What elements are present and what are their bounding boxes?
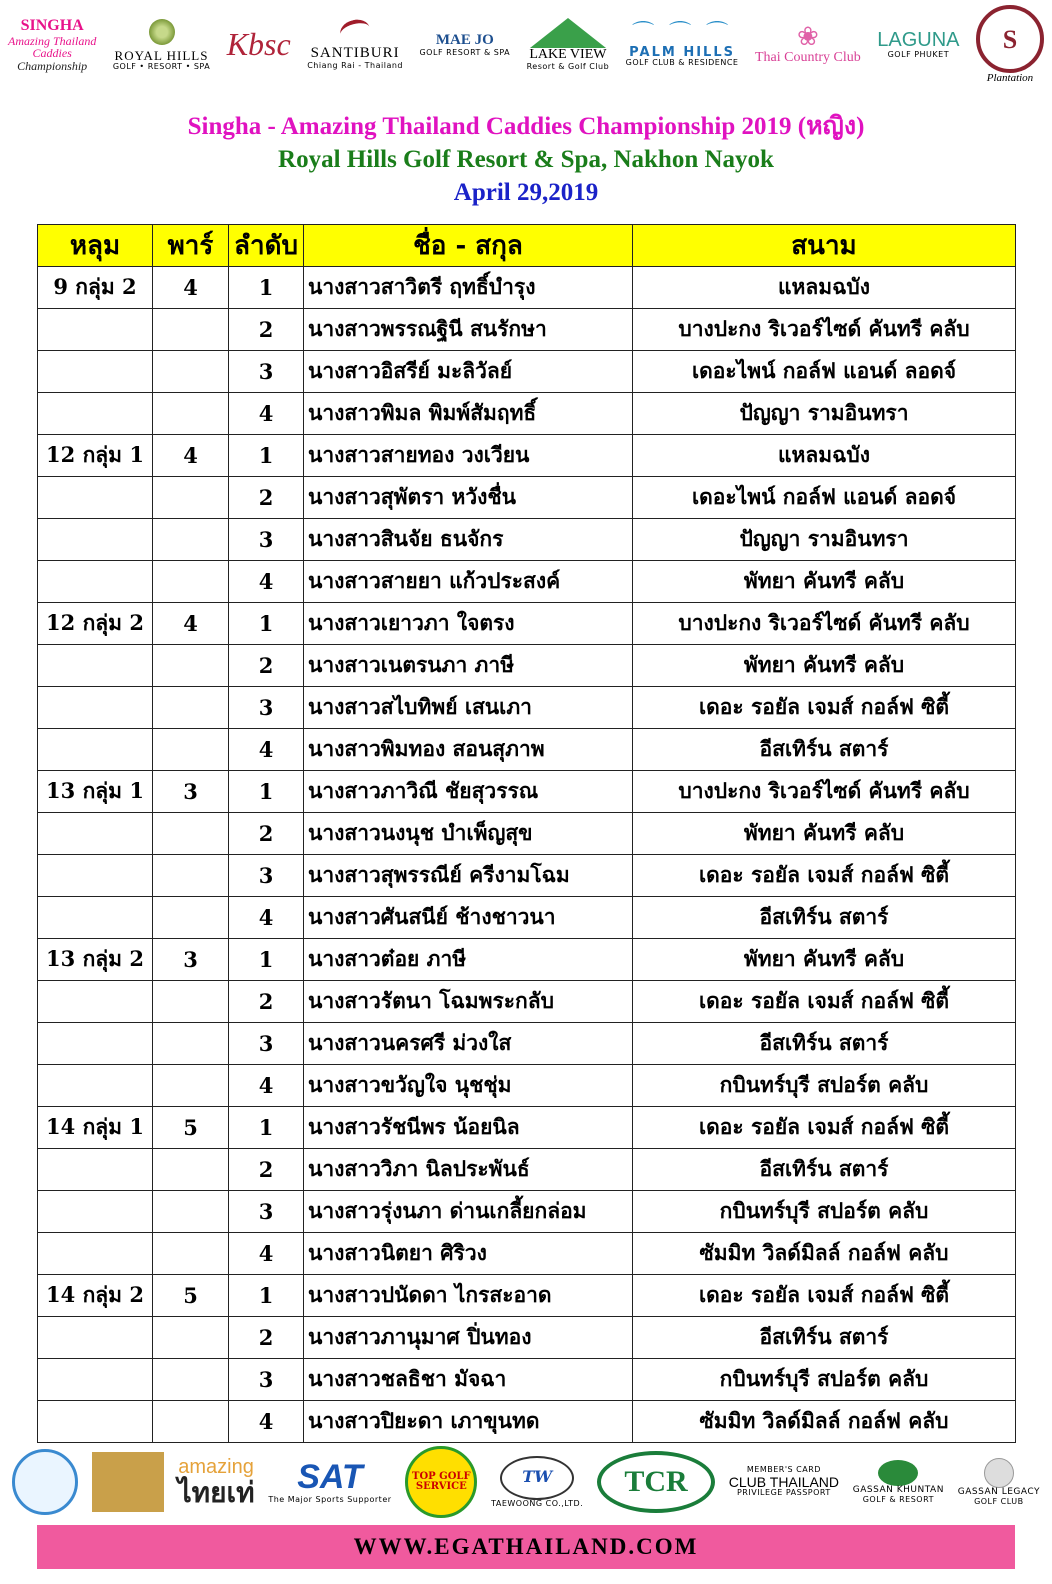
cell-par bbox=[153, 1023, 229, 1065]
cell-hole bbox=[38, 351, 153, 393]
cell-par bbox=[153, 1359, 229, 1401]
birds-icon: ⌒ ⌒ ⌒ bbox=[632, 21, 733, 47]
table-row bbox=[38, 1191, 1016, 1233]
cell-rank: 4 bbox=[229, 1233, 304, 1275]
cell-name: นางสาวพิมล พิมพ์สัมฤทธิ์ bbox=[304, 393, 633, 435]
cell-rank: 1 bbox=[229, 1107, 304, 1149]
santiburi-logo: SANTIBURI Chiang Rai - Thailand bbox=[307, 20, 403, 70]
header-name: ชื่อ - สกุล bbox=[304, 225, 633, 267]
cell-rank: 4 bbox=[229, 897, 304, 939]
footer-banner bbox=[37, 1525, 1015, 1569]
cell-hole bbox=[38, 1023, 153, 1065]
table-row bbox=[38, 981, 1016, 1023]
cell-par bbox=[153, 351, 229, 393]
cell-name: นางสาวศันสนีย์ ช้างชาวนา bbox=[304, 897, 633, 939]
cell-rank: 2 bbox=[229, 477, 304, 519]
cell-hole: 13 กลุ่ม 1 bbox=[38, 771, 153, 813]
cell-name: นางสาวสไบทิพย์ เสนเภา bbox=[304, 687, 633, 729]
cell-course: อีสเทิร์น สตาร์ bbox=[633, 1149, 1016, 1191]
cell-course: ซัมมิท วิลด์มิลล์ กอล์ฟ คลับ bbox=[633, 1233, 1016, 1275]
table-row bbox=[38, 1401, 1016, 1443]
cell-name: นางสาวชลธิชา มัจฉา bbox=[304, 1359, 633, 1401]
cell-hole bbox=[38, 855, 153, 897]
cell-name: นางสาวรุ่งนภา ด่านเกลี้ยกล่อม bbox=[304, 1191, 633, 1233]
cell-par bbox=[153, 687, 229, 729]
cell-hole bbox=[38, 393, 153, 435]
cell-par: 3 bbox=[153, 939, 229, 981]
amazing-thai-logo: amazing ไทยเท่ bbox=[177, 1455, 255, 1509]
table-body bbox=[38, 267, 1016, 1443]
table-row bbox=[38, 477, 1016, 519]
golf-caddie-association-logo bbox=[12, 1449, 78, 1515]
table-row bbox=[38, 603, 1016, 645]
cell-par bbox=[153, 519, 229, 561]
cell-rank: 3 bbox=[229, 351, 304, 393]
cell-par bbox=[153, 1401, 229, 1443]
cell-hole bbox=[38, 897, 153, 939]
table-row bbox=[38, 897, 1016, 939]
cell-rank: 2 bbox=[229, 309, 304, 351]
club-thailand-logo: MEMBER'S CARD CLUB THAILAND PRIVILEGE PASSPORT bbox=[728, 1465, 839, 1498]
cell-name: นางสาวพรรณฐินี สนรักษา bbox=[304, 309, 633, 351]
cell-rank: 4 bbox=[229, 393, 304, 435]
cell-rank: 3 bbox=[229, 519, 304, 561]
caddie-association-emblem-icon bbox=[12, 1449, 78, 1515]
cell-rank: 2 bbox=[229, 981, 304, 1023]
cell-hole: 13 กลุ่ม 2 bbox=[38, 939, 153, 981]
thai-country-club-logo: ❀ Thai Country Club bbox=[754, 22, 861, 66]
table-row bbox=[38, 519, 1016, 561]
cell-name: นางสาวขวัญใจ นุชชุ่ม bbox=[304, 1065, 633, 1107]
caddie-results-table bbox=[37, 224, 1016, 1443]
table-row bbox=[38, 1107, 1016, 1149]
cell-name: นางสาวนิตยา ศิริวง bbox=[304, 1233, 633, 1275]
cell-par: 4 bbox=[153, 435, 229, 477]
cell-hole bbox=[38, 1191, 153, 1233]
cell-par bbox=[153, 1233, 229, 1275]
cell-course: บางปะกง ริเวอร์ไซด์ คันทรี คลับ bbox=[633, 309, 1016, 351]
cell-course: แหลมฉบัง bbox=[633, 267, 1016, 309]
gassan-legacy-logo: GASSAN LEGACY GOLF CLUB bbox=[958, 1458, 1040, 1506]
table-row bbox=[38, 267, 1016, 309]
cell-par bbox=[153, 1191, 229, 1233]
table-row bbox=[38, 309, 1016, 351]
cell-par bbox=[153, 897, 229, 939]
kbsc-logo: Kbsc bbox=[226, 26, 291, 63]
cell-rank: 4 bbox=[229, 1401, 304, 1443]
palm-hills-logo: ⌒ ⌒ ⌒ PALM HILLS GOLF CLUB & RESIDENCE bbox=[625, 21, 739, 68]
cell-name: นางสาวรัตนา โฉมพระกลับ bbox=[304, 981, 633, 1023]
cell-name: นางสาวรัชนีพร น้อยนิล bbox=[304, 1107, 633, 1149]
table-row bbox=[38, 435, 1016, 477]
cell-par bbox=[153, 1065, 229, 1107]
cell-rank: 1 bbox=[229, 603, 304, 645]
cell-name: นางสาวปิยะดา เภาขุนทด bbox=[304, 1401, 633, 1443]
cell-name: นางสาวสายทอง วงเวียน bbox=[304, 435, 633, 477]
cell-rank: 1 bbox=[229, 1275, 304, 1317]
singha-lion-emblem-icon bbox=[92, 1452, 164, 1512]
table-row bbox=[38, 1317, 1016, 1359]
cell-name: นางสาวอิสรีย์ มะลิวัลย์ bbox=[304, 351, 633, 393]
cell-hole bbox=[38, 1149, 153, 1191]
cell-course: พัทยา คันทรี คลับ bbox=[633, 939, 1016, 981]
cell-name: นางสาวสุพัตรา หวังชื่น bbox=[304, 477, 633, 519]
gassan-khuntan-logo: GASSAN KHUNTAN GOLF & RESORT bbox=[853, 1460, 944, 1504]
bottom-sponsor-logos bbox=[8, 1442, 1044, 1522]
cell-hole: 12 กลุ่ม 1 bbox=[38, 435, 153, 477]
cell-par: 5 bbox=[153, 1107, 229, 1149]
table-row bbox=[38, 1359, 1016, 1401]
maejo-logo: MAE JO GOLF RESORT & SPA bbox=[419, 31, 511, 57]
cell-par: 4 bbox=[153, 603, 229, 645]
cell-course: พัทยา คันทรี คลับ bbox=[633, 813, 1016, 855]
lake-view-logo: LAKE VIEW Resort & Golf Club bbox=[527, 18, 610, 71]
table-row bbox=[38, 351, 1016, 393]
cell-name: นางสาวภาวิณี ชัยสุวรรณ bbox=[304, 771, 633, 813]
cell-hole bbox=[38, 1233, 153, 1275]
cell-hole bbox=[38, 1401, 153, 1443]
cell-par: 3 bbox=[153, 771, 229, 813]
venue-title: Royal Hills Golf Resort & Spa, Nakhon Nayok bbox=[278, 146, 774, 173]
cell-rank: 2 bbox=[229, 813, 304, 855]
cell-par bbox=[153, 1149, 229, 1191]
cell-name: นางสาวสายยา แก้วประสงค์ bbox=[304, 561, 633, 603]
cell-course: บางปะกง ริเวอร์ไซด์ คันทรี คลับ bbox=[633, 771, 1016, 813]
cell-course: ปัญญา รามอินทรา bbox=[633, 393, 1016, 435]
cell-rank: 1 bbox=[229, 939, 304, 981]
cell-hole: 12 กลุ่ม 2 bbox=[38, 603, 153, 645]
cell-course: อีสเทิร์น สตาร์ bbox=[633, 1023, 1016, 1065]
cell-course: อีสเทิร์น สตาร์ bbox=[633, 897, 1016, 939]
cell-name: นางสาวเยาวภา ใจตรง bbox=[304, 603, 633, 645]
cell-rank: 2 bbox=[229, 1317, 304, 1359]
cell-rank: 2 bbox=[229, 645, 304, 687]
cell-par bbox=[153, 477, 229, 519]
cell-rank: 3 bbox=[229, 1023, 304, 1065]
table-row bbox=[38, 939, 1016, 981]
tcr-logo: TCR bbox=[597, 1451, 715, 1513]
cell-course: เดอะไพน์ กอล์ฟ แอนด์ ลอดจ์ bbox=[633, 351, 1016, 393]
header-rank: ลำดับ bbox=[229, 225, 304, 267]
table-row bbox=[38, 393, 1016, 435]
table-row bbox=[38, 1275, 1016, 1317]
table-row bbox=[38, 1065, 1016, 1107]
cell-course: พัทยา คันทรี คลับ bbox=[633, 561, 1016, 603]
cell-name: นางสาวต๋อย ภาษี bbox=[304, 939, 633, 981]
cell-rank: 3 bbox=[229, 687, 304, 729]
cell-par bbox=[153, 729, 229, 771]
table-row bbox=[38, 645, 1016, 687]
table-row bbox=[38, 771, 1016, 813]
cell-par bbox=[153, 393, 229, 435]
royal-hills-logo: ROYAL HILLS GOLF • RESORT • SPA bbox=[113, 19, 210, 71]
cell-course: แหลมฉบัง bbox=[633, 435, 1016, 477]
cell-name: นางสาวสาวิตรี ฤทธิ์บำรุง bbox=[304, 267, 633, 309]
cell-course: เดอะ รอยัล เจมส์ กอล์ฟ ซิตี้ bbox=[633, 855, 1016, 897]
cell-hole: 14 กลุ่ม 1 bbox=[38, 1107, 153, 1149]
cell-par bbox=[153, 855, 229, 897]
header-course: สนาม bbox=[633, 225, 1016, 267]
cell-hole: 9 กลุ่ม 2 bbox=[38, 267, 153, 309]
table-row bbox=[38, 855, 1016, 897]
cell-course: ซัมมิท วิลด์มิลล์ กอล์ฟ คลับ bbox=[633, 1401, 1016, 1443]
cell-rank: 1 bbox=[229, 267, 304, 309]
cell-rank: 3 bbox=[229, 855, 304, 897]
golf-ball-icon bbox=[984, 1458, 1014, 1488]
cell-rank: 3 bbox=[229, 1191, 304, 1233]
cell-hole bbox=[38, 687, 153, 729]
cell-hole bbox=[38, 981, 153, 1023]
cell-course: เดอะ รอยัล เจมส์ กอล์ฟ ซิตี้ bbox=[633, 981, 1016, 1023]
cell-course: เดอะไพน์ กอล์ฟ แอนด์ ลอดจ์ bbox=[633, 477, 1016, 519]
cell-course: กบินทร์บุรี สปอร์ต คลับ bbox=[633, 1191, 1016, 1233]
mountain-icon bbox=[530, 18, 606, 48]
cell-hole bbox=[38, 729, 153, 771]
sat-logo: SAT The Major Sports Supporter bbox=[268, 1457, 392, 1504]
royal-hills-emblem-icon bbox=[149, 19, 175, 45]
date-title: April 29,2019 bbox=[453, 179, 599, 206]
cell-par bbox=[153, 309, 229, 351]
table-row bbox=[38, 1023, 1016, 1065]
cell-hole bbox=[38, 1065, 153, 1107]
siam-seal-icon: S bbox=[976, 5, 1044, 73]
cell-hole bbox=[38, 309, 153, 351]
cell-hole: 14 กลุ่ม 2 bbox=[38, 1275, 153, 1317]
cell-hole bbox=[38, 645, 153, 687]
cell-par bbox=[153, 561, 229, 603]
table-row bbox=[38, 813, 1016, 855]
top-sponsor-logos bbox=[8, 0, 1044, 90]
cell-par bbox=[153, 645, 229, 687]
cell-course: เดอะ รอยัล เจมส์ กอล์ฟ ซิตี้ bbox=[633, 687, 1016, 729]
cell-name: นางสาวเนตรนภา ภาษี bbox=[304, 645, 633, 687]
lotus-icon: ❀ bbox=[796, 22, 819, 52]
cell-hole bbox=[38, 519, 153, 561]
table-row bbox=[38, 687, 1016, 729]
cell-course: อีสเทิร์น สตาร์ bbox=[633, 1317, 1016, 1359]
cell-rank: 4 bbox=[229, 729, 304, 771]
cell-name: นางสาวปนัดดา ไกรสะอาด bbox=[304, 1275, 633, 1317]
cell-hole bbox=[38, 1359, 153, 1401]
cell-hole bbox=[38, 813, 153, 855]
cell-rank: 1 bbox=[229, 435, 304, 477]
cell-name: นางสาวพิมทอง สอนสุภาพ bbox=[304, 729, 633, 771]
cell-course: ปัญญา รามอินทรา bbox=[633, 519, 1016, 561]
cell-name: นางสาวนครศรี ม่วงใส bbox=[304, 1023, 633, 1065]
table-header-row bbox=[38, 225, 1016, 267]
cell-name: นางสาวสุพรรณีย์ ครีงามโฉม bbox=[304, 855, 633, 897]
cell-par bbox=[153, 981, 229, 1023]
cell-hole bbox=[38, 561, 153, 603]
cell-course: เดอะ รอยัล เจมส์ กอล์ฟ ซิตี้ bbox=[633, 1275, 1016, 1317]
footer-website-link[interactable]: WWW.EGATHAILAND.COM bbox=[353, 1534, 699, 1559]
singha-corporation-logo bbox=[92, 1452, 164, 1512]
header-titles bbox=[0, 110, 1052, 209]
cell-hole bbox=[38, 1317, 153, 1359]
table-row bbox=[38, 1149, 1016, 1191]
taewoong-logo: TW TAEWOONG CO.,LTD. bbox=[491, 1456, 583, 1508]
table-row bbox=[38, 729, 1016, 771]
cell-course: อีสเทิร์น สตาร์ bbox=[633, 729, 1016, 771]
cell-course: กบินทร์บุรี สปอร์ต คลับ bbox=[633, 1359, 1016, 1401]
table-row bbox=[38, 561, 1016, 603]
cell-par bbox=[153, 813, 229, 855]
header-hole: หลุม bbox=[38, 225, 153, 267]
cell-name: นางสาววิภา นิลประพันธ์ bbox=[304, 1149, 633, 1191]
santiburi-mark-icon bbox=[338, 16, 373, 45]
laguna-golf-logo: LAGUNA GOLF PHUKET bbox=[877, 29, 960, 60]
cell-rank: 4 bbox=[229, 561, 304, 603]
table-row bbox=[38, 1233, 1016, 1275]
cell-rank: 1 bbox=[229, 771, 304, 813]
cell-par bbox=[153, 1317, 229, 1359]
cell-course: เดอะ รอยัล เจมส์ กอล์ฟ ซิตี้ bbox=[633, 1107, 1016, 1149]
page-title: Singha - Amazing Thailand Caddies Championship 2019 (หญิง) bbox=[187, 113, 865, 140]
siam-country-club-logo: S Plantation bbox=[976, 5, 1044, 85]
cell-name: นางสาวภานุมาศ ปิ่นทอง bbox=[304, 1317, 633, 1359]
cell-course: พัทยา คันทรี คลับ bbox=[633, 645, 1016, 687]
cell-par: 4 bbox=[153, 267, 229, 309]
gassan-emblem-icon bbox=[878, 1460, 918, 1486]
cell-hole bbox=[38, 477, 153, 519]
cell-rank: 2 bbox=[229, 1149, 304, 1191]
cell-name: นางสาวสินจัย ธนจักร bbox=[304, 519, 633, 561]
cell-rank: 3 bbox=[229, 1359, 304, 1401]
table-header bbox=[38, 225, 1016, 267]
cell-course: กบินทร์บุรี สปอร์ต คลับ bbox=[633, 1065, 1016, 1107]
cell-course: บางปะกง ริเวอร์ไซด์ คันทรี คลับ bbox=[633, 603, 1016, 645]
top-golf-service-logo: TOP GOLF SERVICE bbox=[405, 1446, 477, 1518]
singha-championship-logo: SINGHA Amazing Thailand Caddies Championship bbox=[8, 16, 97, 73]
cell-name: นางสาวนงนุช บำเพ็ญสุข bbox=[304, 813, 633, 855]
cell-rank: 4 bbox=[229, 1065, 304, 1107]
header-par: พาร์ bbox=[153, 225, 229, 267]
cell-par: 5 bbox=[153, 1275, 229, 1317]
